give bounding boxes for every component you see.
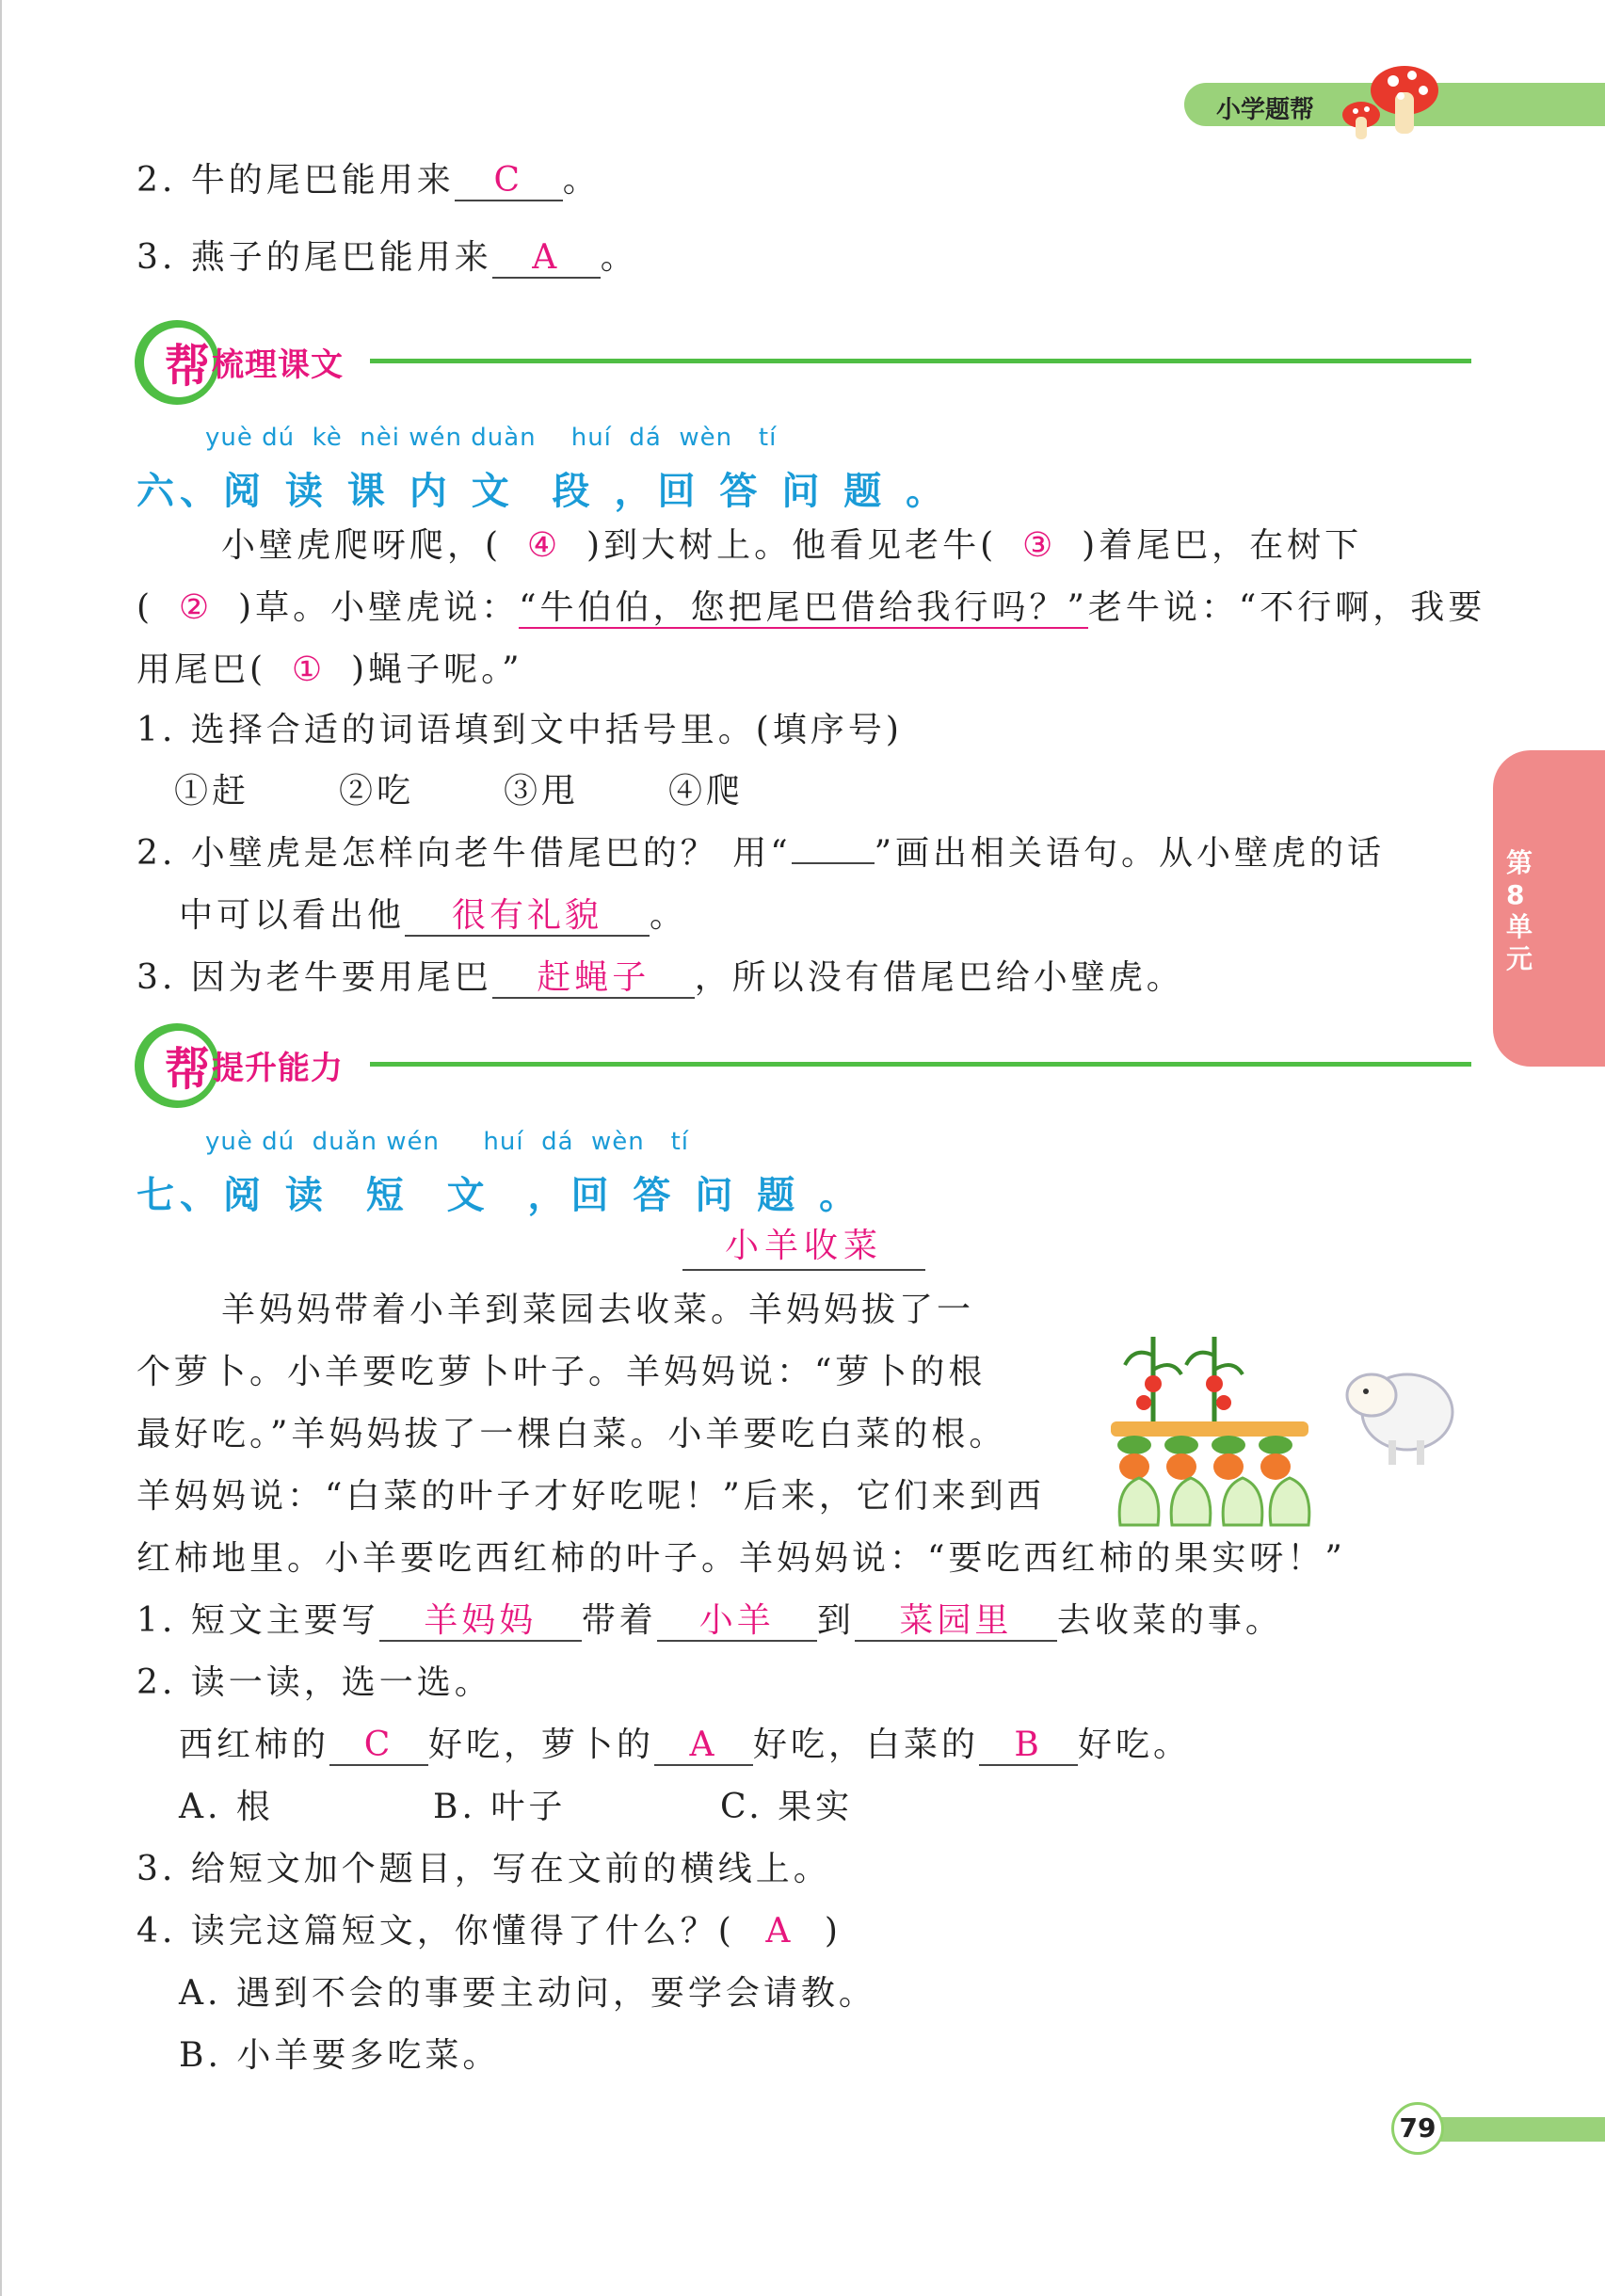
section-header-improve	[135, 1023, 1471, 1108]
q6-passage-line-3: 用尾巴( ① )蝇子呢。”	[136, 648, 523, 693]
answer-blank[interactable]: 很有礼貌	[405, 897, 650, 937]
answer-bracket[interactable]: ①	[291, 650, 327, 689]
q7-sub-1: 1. 短文主要写 羊妈妈 带着 小羊 到 菜园里 去收菜的事。	[136, 1601, 1283, 1640]
page-number: 79	[1399, 2112, 1436, 2143]
answer-blank[interactable]: C	[329, 1726, 428, 1766]
story-line: 羊妈妈带着小羊到菜园去收菜。羊妈妈拔了一	[221, 1291, 975, 1329]
q7-title: 七、阅 读 短 文 ，回 答 问 题 。	[136, 1174, 863, 1217]
answer-blank[interactable]: C	[455, 162, 563, 201]
story-line: 最好吃。”羊妈妈拔了一棵白菜。小羊要吃白菜的根。	[136, 1415, 1007, 1453]
question-3-swallow-tail-use: 3. 燕子的尾巴能用来 A 。	[136, 238, 638, 277]
answer-blank[interactable]: 羊妈妈	[379, 1602, 582, 1642]
q6-options: ①赶 ②吃 ③甩 ④爬	[174, 772, 745, 811]
answer-blank[interactable]: B	[979, 1726, 1078, 1766]
bang-badge: 帮	[165, 340, 211, 393]
answer-blank[interactable]: A	[654, 1726, 753, 1766]
q7-sub-4-option-a: A. 遇到不会的事要主动问，要学会请教。	[179, 1974, 876, 2013]
q6-title: 六、阅 读 课 内 文 段 ，回 答 问 题 。	[136, 470, 950, 513]
answer-blank[interactable]: A	[492, 239, 601, 279]
mushroom-icon	[1337, 58, 1440, 143]
q6-sub-2-cont: 中可以看出他 很有礼貌 。	[179, 896, 688, 935]
q7-sub-2-options: A. 根 B. 叶子 C. 果实	[179, 1788, 854, 1826]
story-line: 羊妈妈说：“白菜的叶子才好吃呢！”后来，它们来到西	[136, 1477, 1045, 1516]
answer-bracket[interactable]: ③	[1022, 526, 1057, 565]
q7-sub-4-option-b: B. 小羊要多吃菜。	[179, 2036, 501, 2075]
bang-badge: 帮	[165, 1043, 211, 1096]
q6-sub-1: 1. 选择合适的词语填到文中括号里。(填序号)	[136, 711, 903, 749]
underlined-quote: “牛伯伯，您把尾巴借给我行吗？”	[519, 588, 1088, 627]
q7-sub-3: 3. 给短文加个题目，写在文前的横线上。	[136, 1850, 831, 1888]
story-title: 小羊收菜	[682, 1224, 925, 1271]
answer-blank[interactable]: 菜园里	[855, 1602, 1057, 1642]
q7-sub-4: 4. 读完这篇短文，你懂得了什么？( A )	[136, 1909, 842, 1954]
story-line: 红柿地里。小羊要吃西红柿的叶子。羊妈妈说：“要吃西红柿的果实呀！”	[136, 1539, 1346, 1578]
answer-bracket[interactable]: ②	[178, 588, 214, 627]
section-header-review	[135, 320, 1471, 405]
header-brand: 小学题帮	[1216, 96, 1315, 124]
q7-pinyin: yuè dú duǎn wén huí dá wèn tí	[205, 1128, 689, 1156]
q6-sub-2: 2. 小壁虎是怎样向老牛借尾巴的？ 用“ ”画出相关语句。从小壁虎的话	[136, 834, 1386, 873]
garden-sheep-illustration	[1106, 1318, 1464, 1534]
footer-band	[1417, 2117, 1605, 2142]
section-title: 梳理课文	[212, 346, 344, 384]
section-title: 提升能力	[212, 1050, 344, 1087]
question-2-tail-use: 2. 牛的尾巴能用来 C 。	[136, 161, 601, 200]
q7-sub-2: 2. 读一读，选一选。	[136, 1663, 492, 1702]
story-line: 个萝卜。小羊要吃萝卜叶子。羊妈妈说：“萝卜的根	[136, 1353, 987, 1391]
q7-sub-2-fill: 西红柿的 C 好吃，萝卜的 A 好吃，白菜的 B 好吃。	[179, 1726, 1192, 1764]
answer-bracket[interactable]: A	[765, 1912, 794, 1951]
answer-blank[interactable]: 小羊	[657, 1602, 817, 1642]
page-edge	[0, 0, 2, 2296]
answer-blank[interactable]: 赶蝇子	[492, 959, 695, 999]
answer-bracket[interactable]: ④	[526, 526, 562, 565]
q6-passage-line-1: 小壁虎爬呀爬，( ④ )到大树上。他看见老牛( ③ )着尾巴，在树下	[221, 523, 1362, 569]
q6-passage-line-2: ( ② )草。小壁虎说：“牛伯伯，您把尾巴借给我行吗？”老牛说：“不行啊，我要	[136, 586, 1485, 631]
q6-pinyin: yuè dú kè nèi wén duàn huí dá wèn tí	[205, 424, 778, 452]
unit-side-tab-label: 第8单元	[1506, 847, 1533, 974]
q6-sub-3: 3. 因为老牛要用尾巴 赶蝇子 ，所以没有借尾巴给小壁虎。	[136, 958, 1184, 997]
